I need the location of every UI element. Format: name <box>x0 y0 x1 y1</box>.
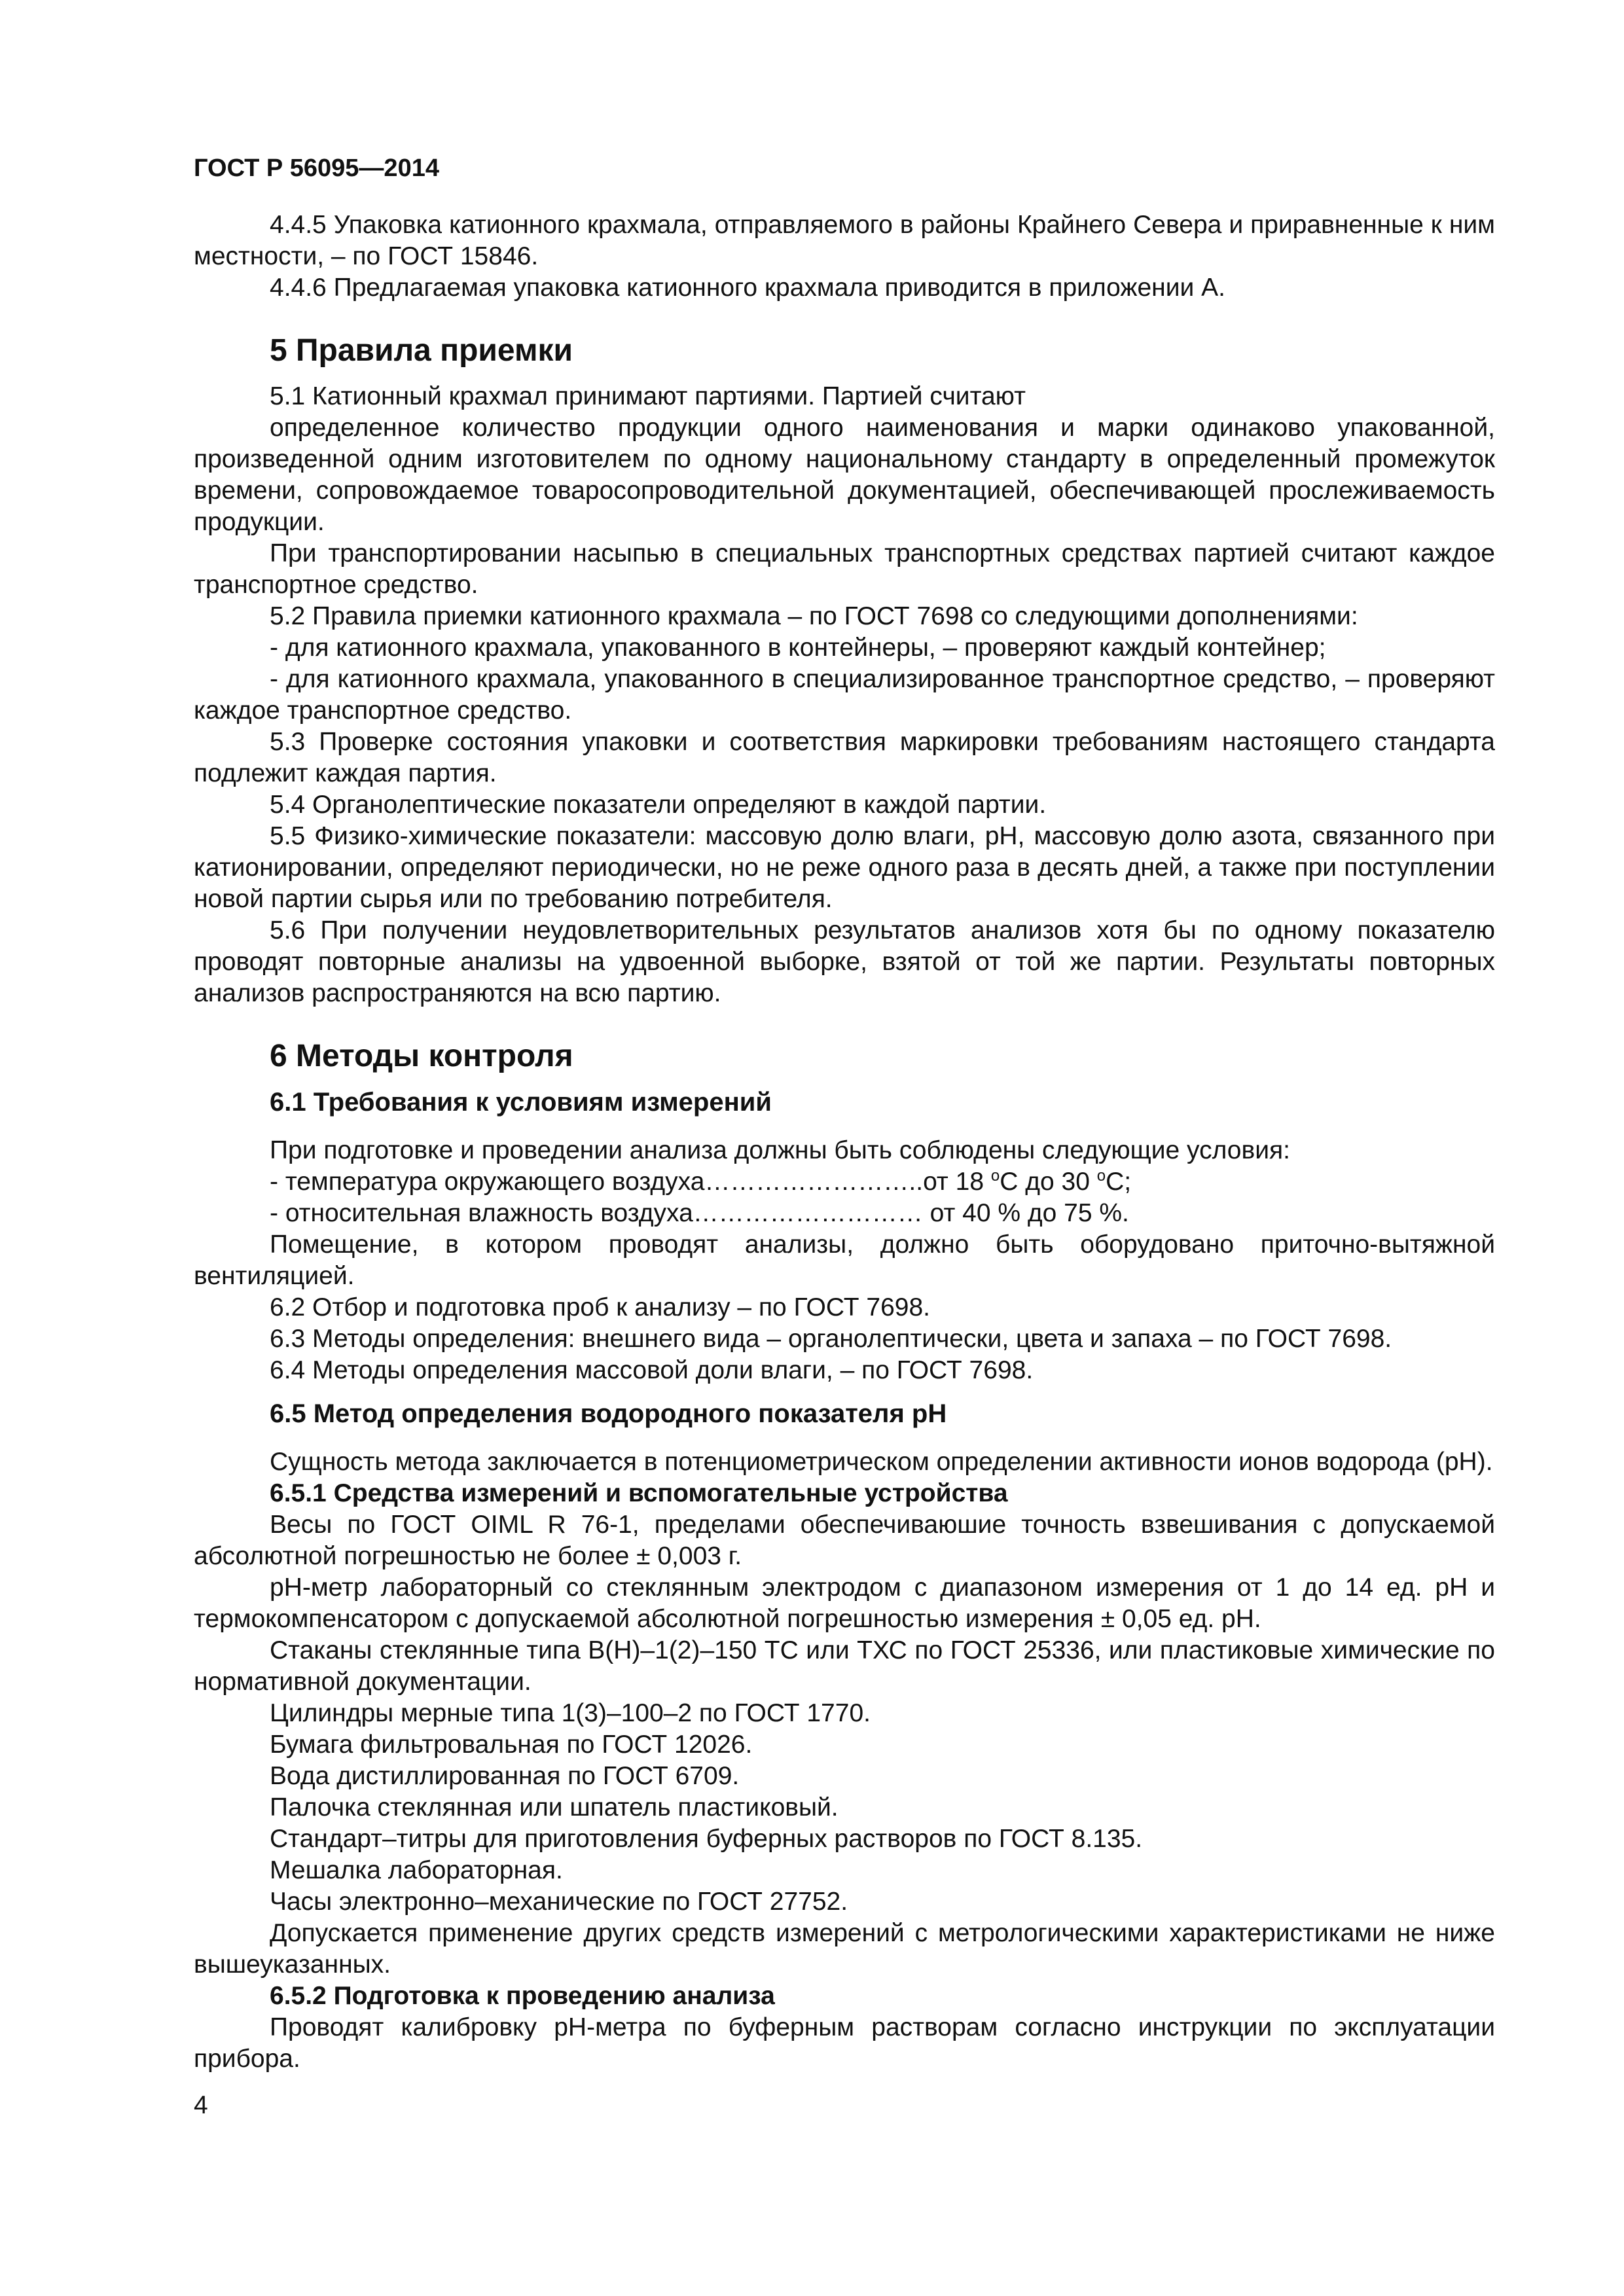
paragraph-5-2: 5.2 Правила приемки катионного крахмала – по ГОСТ 7698 со следующими дополнениями: <box>270 602 1358 630</box>
equipment-item: рН-метр лабораторный со стеклянным электродом с диапазоном измерения от 1 до 14 ед. рН и термокомпенсатором с допускаемой абсолютной погрешностью измерения ± 0,05 ед. рН. <box>194 1573 1495 1633</box>
section-6-5-1-heading: 6.5.1 Средства измерений и вспомогательные устройства <box>270 1479 1008 1507</box>
degree-sign: o <box>1096 1167 1106 1185</box>
paragraph-4-4-6: 4.4.6 Предлагаемая упаковка катионного крахмала приводится в приложении А. <box>270 274 1225 302</box>
document-body <box>194 209 1495 2075</box>
equipment-note: Допускается применение других средств измерений с метрологическими характеристиками не ниже вышеуказанных. <box>194 1919 1495 1979</box>
condition-temperature <box>194 1166 1495 1198</box>
paragraph-6-5-2: Проводят калибровку рН-метра по буферным растворам согласно инструкции по эксплуатации прибора. <box>194 2013 1495 2073</box>
section-6-1-heading: 6.1 Требования к условиям измерений <box>270 1088 772 1117</box>
equipment-item: Вода дистиллированная по ГОСТ 6709. <box>270 1762 740 1790</box>
temperature-unit: С; <box>1106 1168 1132 1196</box>
paragraph-5-1-definition: определенное количество продукции одного наименования и марки одинаково упакованной, произведенной одним изготовителем по одному национальному стандарту в определенный промежуток времени, сопровождаемое товаросопроводительной документацией, обеспечивающей прослеживаемость продукции. <box>194 414 1495 536</box>
paragraph-5-1: 5.1 Катионный крахмал принимают партиями. Партией считают <box>270 382 1026 410</box>
equipment-item: Бумага фильтровальная по ГОСТ 12026. <box>270 1731 753 1759</box>
paragraph-4-4-5: 4.4.5 Упаковка катионного крахмала, отправляемого в районы Крайнего Севера и приравненные к ним местности, – по ГОСТ 15846. <box>194 211 1495 270</box>
temperature-unit: С до 30 <box>1000 1168 1090 1196</box>
list-item: - для катионного крахмала, упакованного в специализированное транспортное средство, – проверяют каждое транспортное средство. <box>194 665 1495 725</box>
paragraph-5-1-transport: При транспортировании насыпью в специальных транспортных средствах партией считают каждое транспортное средство. <box>194 539 1495 599</box>
section-5-heading: 5 Правила приемки <box>270 333 573 368</box>
temperature-text: - температура окружающего воздуха……………………..от 18 <box>270 1168 984 1196</box>
paragraph-5-3: 5.3 Проверке состояния упаковки и соответствия маркировки требованиям настоящего стандарта подлежит каждая партия. <box>194 728 1495 787</box>
document-header: ГОСТ Р 56095—2014 <box>194 154 439 182</box>
paragraph-5-5: 5.5 Физико-химические показатели: массовую долю влаги, рН, массовую долю азота, связанного при катионировании, определяют периодически, но не реже одного раза в десять дней, а также при поступлении новой партии сырья или по требованию потребителя. <box>194 822 1495 913</box>
equipment-item: Стаканы стеклянные типа В(Н)–1(2)–150 ТС или ТХС по ГОСТ 25336, или пластиковые химические по нормативной документации. <box>194 1636 1495 1696</box>
paragraph-6-4: 6.4 Методы определения массовой доли влаги, – по ГОСТ 7698. <box>270 1356 1034 1384</box>
equipment-item: Палочка стеклянная или шпатель пластиковый. <box>270 1793 839 1821</box>
section-6-5-2-heading: 6.5.2 Подготовка к проведению анализа <box>270 1982 775 2010</box>
equipment-item: Цилиндры мерные типа 1(3)–100–2 по ГОСТ 1770. <box>270 1699 871 1727</box>
equipment-item: Стандарт–титры для приготовления буферных растворов по ГОСТ 8.135. <box>270 1825 1143 1853</box>
list-item: - для катионного крахмала, упакованного в контейнеры, – проверяют каждый контейнер; <box>270 634 1326 662</box>
section-6-heading: 6 Методы контроля <box>270 1039 573 1073</box>
equipment-item: Мешалка лабораторная. <box>270 1856 563 1884</box>
paragraph-6-3: 6.3 Методы определения: внешнего вида – органолептически, цвета и запаха – по ГОСТ 7698. <box>270 1325 1392 1353</box>
degree-sign: o <box>990 1167 1000 1185</box>
paragraph-6-5: Сущность метода заключается в потенциометрическом определении активности ионов водорода (рН). <box>270 1448 1493 1476</box>
paragraph-6-2: 6.2 Отбор и подготовка проб к анализу – по ГОСТ 7698. <box>270 1293 930 1321</box>
condition-humidity: - относительная влажность воздуха……………………… от 40 % до 75 %. <box>270 1199 1129 1227</box>
page-number: 4 <box>194 2091 208 2119</box>
equipment-item: Весы по ГОСТ OIML R 76-1, пределами обеспечиваюшие точность взвешивания с допускаемой абсолютной погрешностью не более ± 0,003 г. <box>194 1511 1495 1570</box>
paragraph-5-4: 5.4 Органолептические показатели определяют в каждой партии. <box>270 791 1047 819</box>
section-6-5-heading: 6.5 Метод определения водородного показателя рН <box>270 1399 947 1428</box>
paragraph-room: Помещение, в котором проводят анализы, должно быть оборудовано приточно-вытяжной вентиляцией. <box>194 1230 1495 1290</box>
paragraph-5-6: 5.6 При получении неудовлетворительных результатов анализов хотя бы по одному показателю проводят повторные анализы на удвоенной выборке, взятой от той же партии. Результаты повторных анализов распространяются на всю партию. <box>194 916 1495 1007</box>
paragraph-6-1: При подготовке и проведении анализа должны быть соблюдены следующие условия: <box>270 1136 1290 1164</box>
equipment-item: Часы электронно–механические по ГОСТ 27752. <box>270 1888 848 1916</box>
